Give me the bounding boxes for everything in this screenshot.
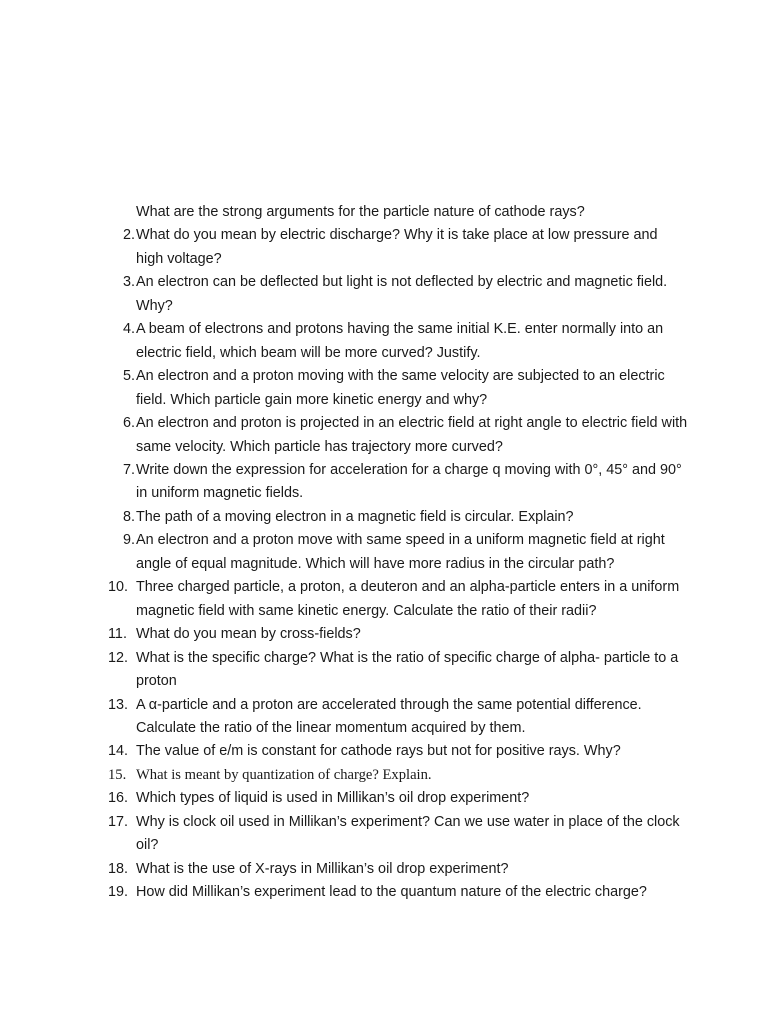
- question-number: 19.: [108, 884, 129, 901]
- question-text: A beam of electrons and protons having the same initial K.E. enter normally into an electric field, which beam will be more curved? Justify.: [136, 321, 664, 361]
- question-item: [108, 318, 688, 365]
- question-number: 10.: [108, 579, 129, 596]
- question-text: What are the strong arguments for the particle nature of cathode rays?: [136, 204, 585, 220]
- question-number: 5.: [122, 368, 135, 385]
- question-text: How did Millikan’s experiment lead to the quantum nature of the electric charge?: [136, 884, 647, 901]
- question-item: [108, 365, 688, 412]
- question-item: [108, 881, 688, 904]
- question-text: An electron and proton is projected in an electric field at right angle to electric field with same velocity. Which particle has trajectory more curved?: [136, 415, 688, 455]
- question-text: What is meant by quantization of charge? Explain.: [136, 766, 432, 783]
- question-text: Which types of liquid is used in Millikan’s oil drop experiment?: [136, 790, 530, 807]
- question-text: An electron can be deflected but light is not deflected by electric and magnetic field. Why?: [136, 274, 668, 314]
- question-number: 15.: [108, 766, 127, 783]
- question-item: [108, 529, 688, 576]
- question-number: 13.: [108, 696, 129, 713]
- question-item: [108, 764, 688, 787]
- question-list: [108, 201, 688, 905]
- question-text: The path of a moving electron in a magnetic field is circular. Explain?: [136, 508, 574, 525]
- question-number: 11.: [108, 626, 127, 643]
- question-item: [108, 740, 688, 763]
- question-text: What do you mean by electric discharge? Why it is take place at low pressure and high voltage?: [136, 227, 658, 267]
- question-number: 12.: [108, 649, 129, 666]
- question-text: An electron and a proton moving with the same velocity are subjected to an electric field. Which particle gain more kinetic energy and why?: [136, 368, 665, 408]
- question-item: [108, 412, 688, 459]
- question-text: What do you mean by cross-fields?: [136, 626, 361, 643]
- question-item: [108, 811, 688, 858]
- question-number: 2.: [122, 227, 135, 244]
- question-item: [108, 787, 688, 810]
- question-item: [108, 623, 688, 646]
- question-item: [108, 858, 688, 881]
- question-number: 3.: [122, 274, 135, 291]
- question-text: An electron and a proton move with same speed in a uniform magnetic field at right angle of equal magnitude. Which will have more radius in the circular path?: [136, 532, 665, 572]
- question-text: Three charged particle, a proton, a deuteron and an alpha-particle enters in a uniform magnetic field with same kinetic energy. Calculate the ratio of their radii?: [136, 579, 680, 619]
- question-number: 14.: [108, 743, 129, 760]
- question-item: [108, 506, 688, 529]
- question-text: Write down the expression for acceleration for a charge q moving with 0°, 45° and 90° in uniform magnetic fields.: [136, 461, 682, 502]
- question-item: [108, 647, 688, 694]
- question-number: 8.: [122, 508, 135, 525]
- question-text: What is the specific charge? What is the ratio of specific charge of alpha- particle to a proton: [136, 649, 679, 690]
- question-number: 6.: [122, 415, 135, 432]
- question-text: The value of e/m is constant for cathode rays but not for positive rays. Why?: [136, 743, 621, 760]
- question-item: [108, 271, 688, 318]
- question-text: A α-particle and a proton are accelerated through the same potential difference. Calculate the ratio of the linear momentum acquired by them.: [136, 696, 642, 736]
- question-item: [108, 201, 688, 224]
- question-number: 17.: [108, 813, 129, 830]
- question-text: Why is clock oil used in Millikan’s experiment? Can we use water in place of the clock oil?: [136, 813, 680, 854]
- question-item: [108, 224, 688, 271]
- question-number: 7.: [122, 461, 135, 478]
- question-text: What is the use of X-rays in Millikan’s oil drop experiment?: [136, 860, 509, 877]
- question-number: 18.: [108, 860, 129, 877]
- question-item: [108, 459, 688, 506]
- question-item: [108, 694, 688, 741]
- question-number: 9.: [122, 532, 135, 549]
- question-number: 16.: [108, 790, 129, 807]
- question-number: 4.: [122, 321, 135, 338]
- question-item: [108, 576, 688, 623]
